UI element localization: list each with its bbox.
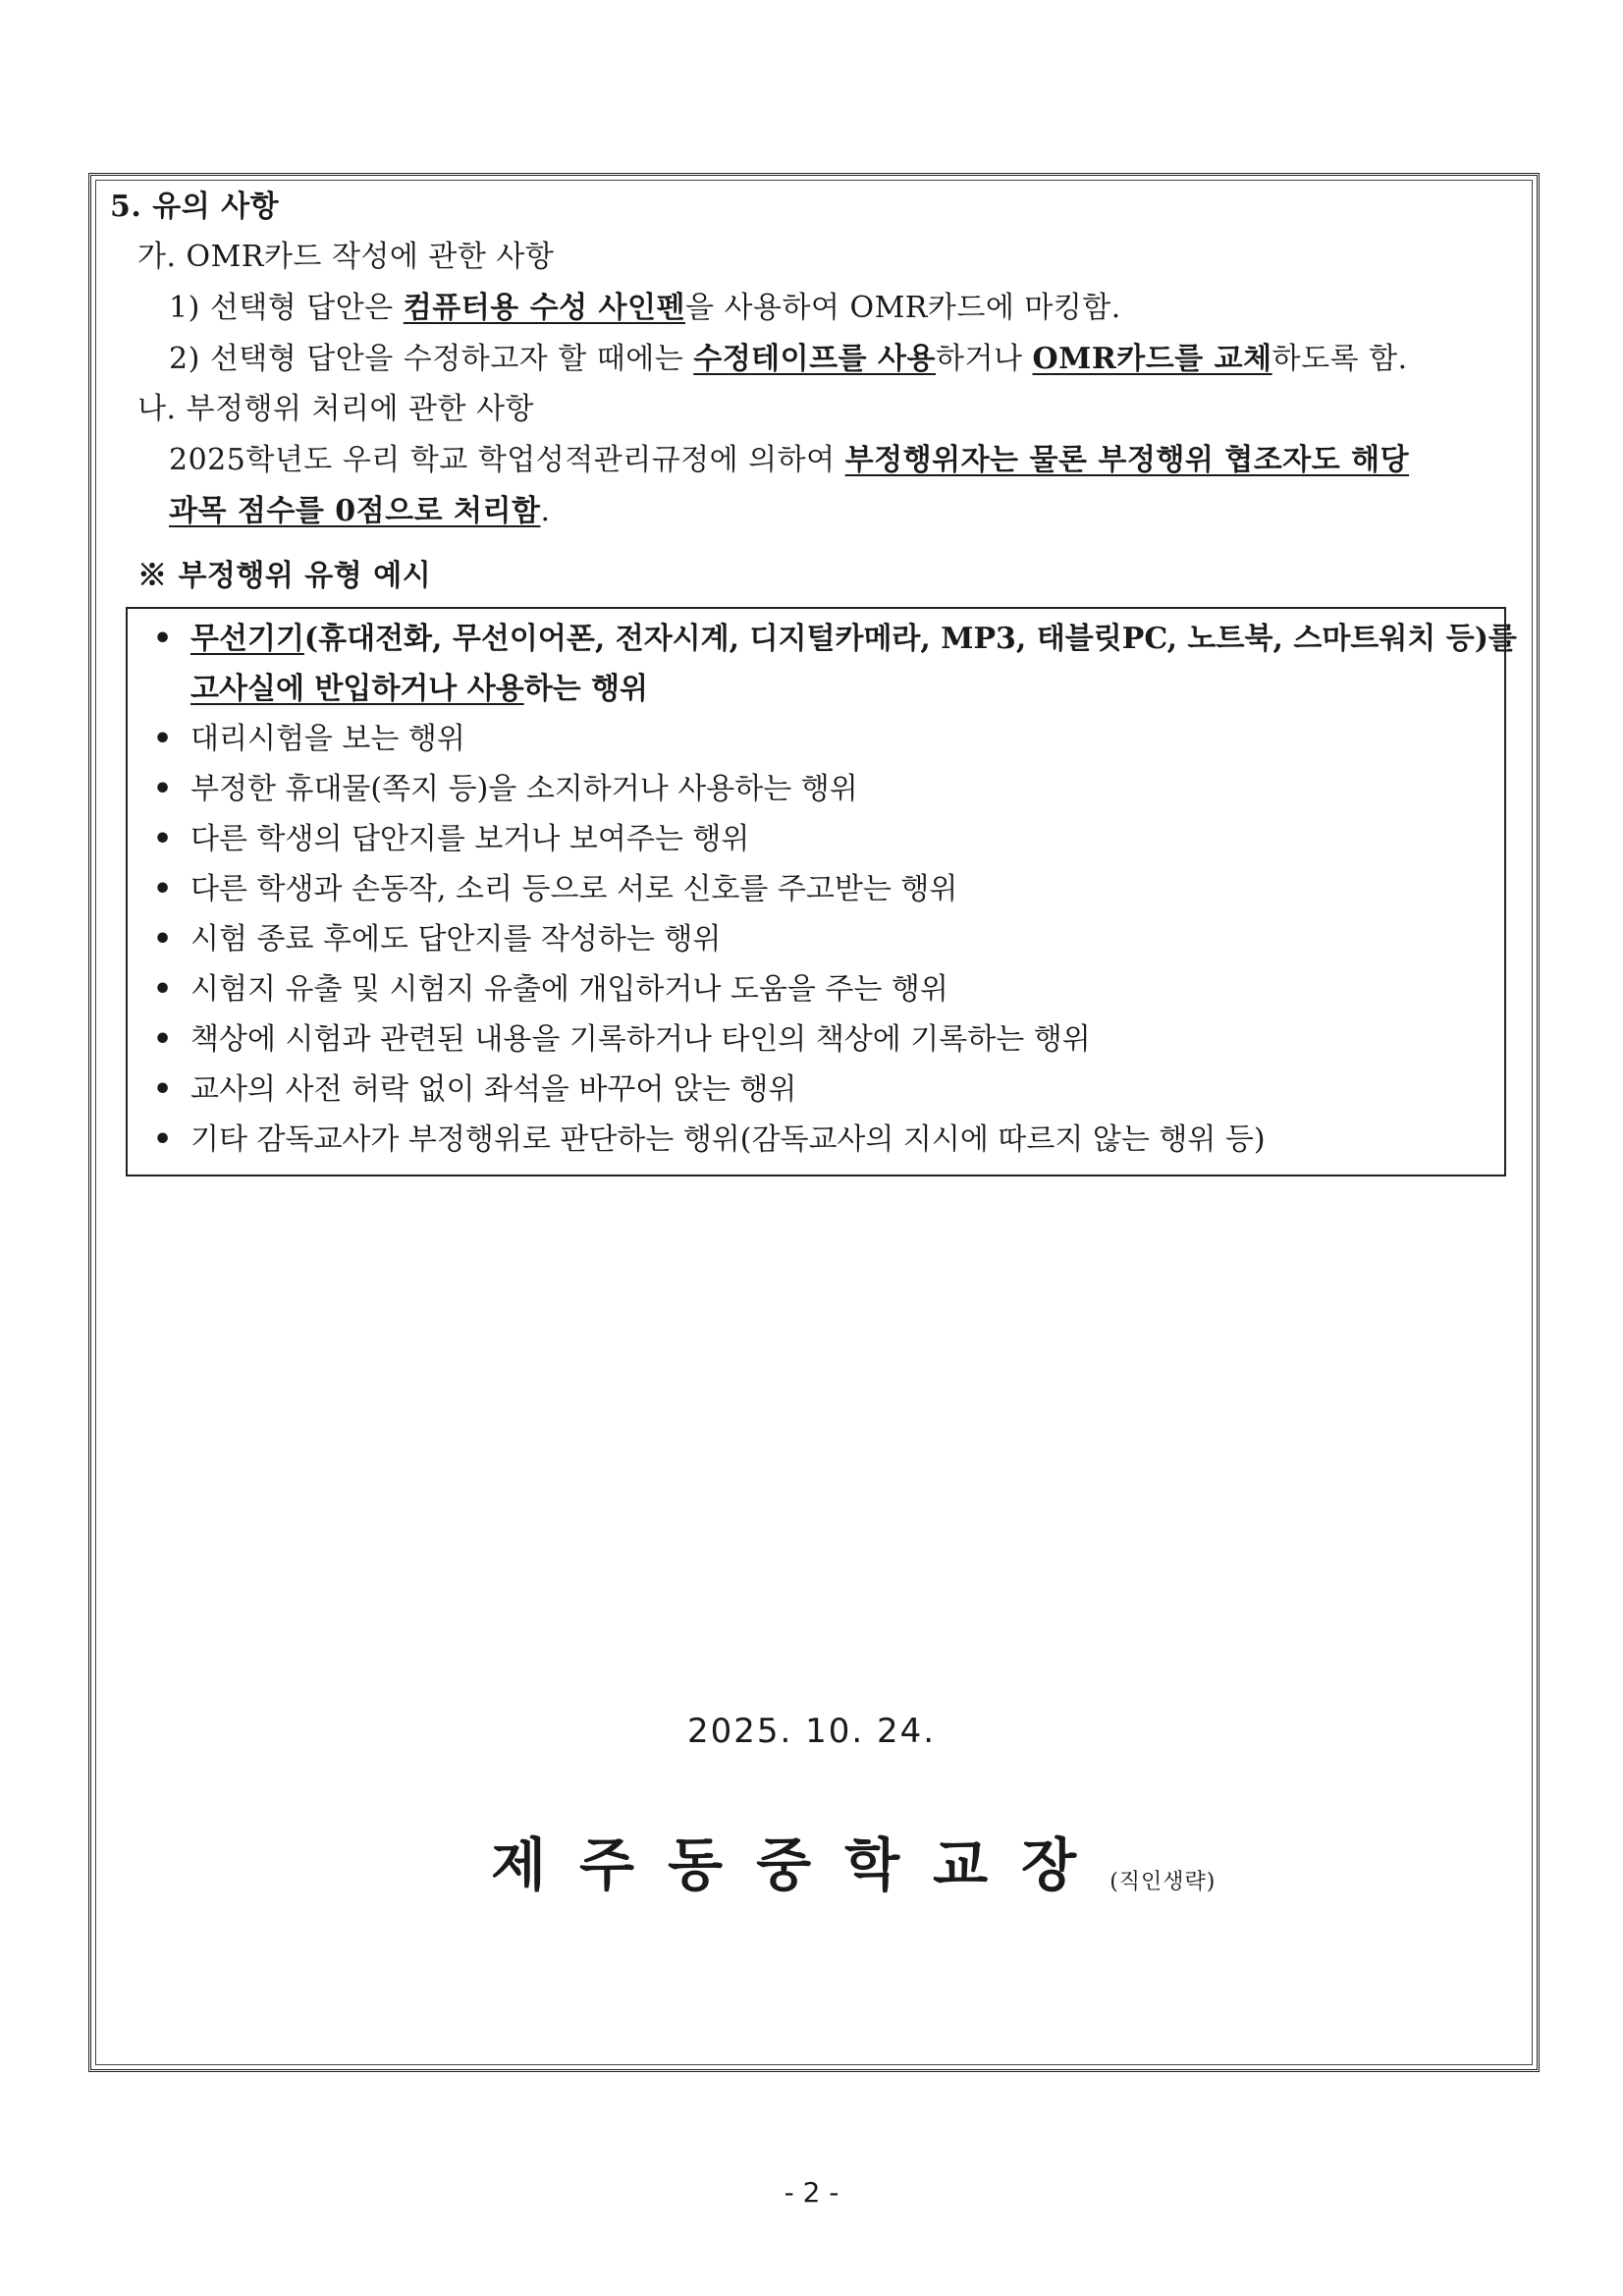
subsection-b-heading: 나. 부정행위 처리에 관한 사항 (137, 392, 534, 426)
principal-signature (491, 1819, 1216, 1901)
examples-box: • 무선기기(휴대전화, 무선이어폰, 전자시계, 디지털카메라, MP3, 태블릿PC, 노트북, 스마트워치 등)를 고사실에 반입하거나 사용하는 행위 • 대리시험을 보는 행위 • 부정한 휴대물(쪽지 등)을 소지하거나 사용하는 행위 • 다른 학생의 답안지를 보거나 보여주는 행위 • 다른 학생과 손동작, 소리 등으로 서로 신호를 주고받는 행위 • 시험 종료 후에도 답안지를 작성하는 행위 • 시험지 유출 및 시험지 유출에 개입하거나 도움을 주는 행위 • 책상에 시험과 관련된 내용을 기록하거나 타인의 책상에 기록하는 행위 • 교사의 사전 허락 없이 좌석을 바꾸어 앉는 행위 • 기타 감독교사가 부정행위로 판단하는 행위(감독교사의 지시에 따르지 않는 행위 등) (126, 607, 1506, 1176)
bullet-icon: • (153, 772, 173, 806)
bullet-icon: • (153, 1122, 173, 1157)
bullet-icon: • (153, 1072, 173, 1107)
bullet-icon: • (153, 822, 173, 856)
underlined-penalty-2: 과목 점수를 0점으로 처리함 (169, 494, 541, 528)
subsection-a-heading: 가. OMR카드 작성에 관한 사항 (137, 240, 555, 274)
rule-line-1: 2025학년도 우리 학교 학업성적관리규정에 의하여 부정행위자는 물론 부정행위 협조자도 해당 (169, 443, 1410, 477)
examples-title: ※ 부정행위 유형 예시 (137, 559, 432, 593)
item-1: 1) 선택형 답안은 컴퓨터용 수성 사인펜을 사용하여 OMR카드에 마킹함. (169, 291, 1121, 325)
seal-omitted-note: (직인생략) (1109, 1870, 1217, 1894)
bullet-icon: • (153, 922, 173, 957)
bullet-icon: • (153, 722, 173, 756)
issue-date: 2025. 10. 24. (686, 1712, 937, 1751)
bullet-icon: • (153, 972, 173, 1007)
rule-line-2: 과목 점수를 0점으로 처리함. (169, 494, 551, 528)
section-title: 5. 유의 사항 (110, 190, 280, 224)
item-2: 2) 선택형 답안을 수정하고자 할 때에는 수정테이프를 사용하거나 OMR카드를 교체하도록 함. (169, 342, 1408, 376)
underlined-omr-replace: OMR카드를 교체 (1032, 342, 1272, 376)
bullet-icon: • (153, 622, 173, 656)
bullet-icon: • (153, 872, 173, 906)
page-number: - 2 - (784, 2176, 839, 2209)
bullet-icon: • (153, 1022, 173, 1057)
school-principal-name: 제주동중학교장 (491, 1831, 1110, 1898)
underlined-correction-tape: 수정테이프를 사용 (693, 342, 937, 376)
underlined-signpen: 컴퓨터용 수성 사인펜 (403, 291, 685, 325)
underlined-penalty-1: 부정행위자는 물론 부정행위 협조자도 해당 (844, 443, 1410, 477)
